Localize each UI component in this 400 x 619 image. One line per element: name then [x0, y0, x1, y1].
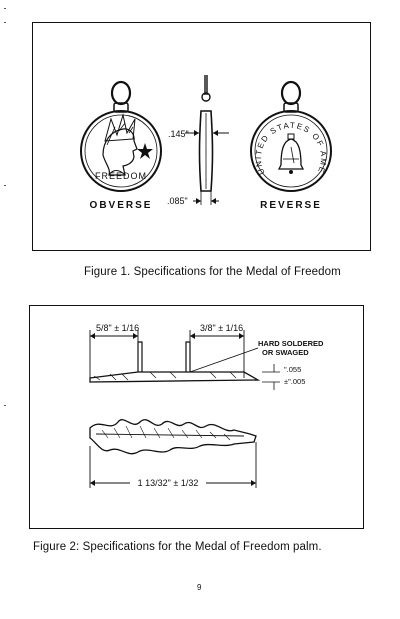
medal-drawing	[33, 23, 369, 249]
dim-thick-2: ±".005	[284, 377, 306, 386]
obverse-medal	[81, 82, 161, 191]
obverse-inscription: FREEDOM	[95, 171, 147, 181]
reverse-medal	[33, 23, 331, 191]
figure-1-frame	[32, 22, 371, 251]
palm-front-view	[90, 420, 256, 488]
reverse-inscription: UNITED STATES OF AME	[253, 120, 329, 176]
page-number: 9	[197, 583, 202, 592]
note-line-2: OR SWAGED	[262, 348, 309, 357]
dim-thick-1: ".055	[284, 365, 302, 374]
dim-right-label: 3/8" ± 1/16	[200, 323, 244, 333]
palm-side-view	[90, 323, 324, 390]
obverse-label: OBVERSE	[89, 200, 153, 211]
margin-mark	[4, 8, 6, 9]
margin-mark	[4, 185, 6, 186]
edge-view	[167, 75, 229, 206]
reverse-label: REVERSE	[260, 200, 322, 211]
dim-length-label: 1 13/32" ± 1/32	[137, 478, 199, 488]
dim-thickness-label: .145"	[168, 129, 189, 139]
dim-edge-label: .085"	[167, 196, 188, 206]
figure-2-frame	[29, 305, 364, 529]
margin-mark	[4, 405, 6, 406]
note-line-1: HARD SOLDERED	[258, 339, 324, 348]
figure-1-caption: Figure 1. Specifications for the Medal of Freedom	[84, 266, 341, 278]
figure-2-caption: Figure 2: Specifications for the Medal of Freedom palm.	[33, 541, 322, 553]
dim-left-label: 5/8" ± 1/16	[96, 323, 140, 333]
palm-drawing	[30, 306, 362, 527]
margin-mark	[4, 22, 6, 23]
